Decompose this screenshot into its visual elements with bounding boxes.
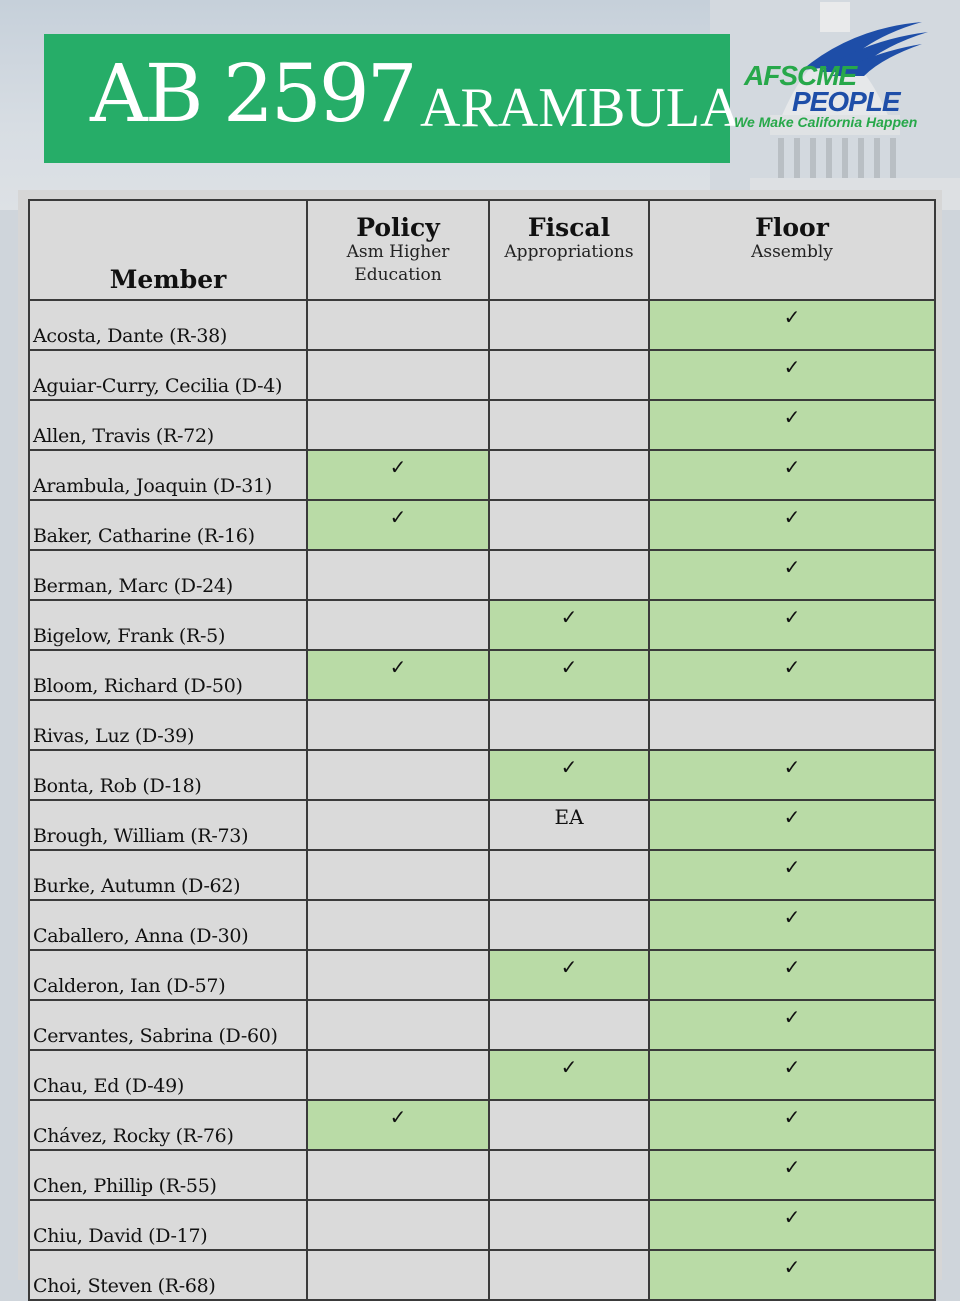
fiscal-vote-cell: [489, 1200, 649, 1250]
floor-vote-cell: ✓: [649, 1000, 935, 1050]
member-name-cell: Chau, Ed (D-49): [29, 1050, 307, 1100]
table-row: [29, 500, 935, 550]
fiscal-vote-cell: [489, 1000, 649, 1050]
policy-vote-cell: [307, 750, 489, 800]
table-row: [29, 850, 935, 900]
logo-afscme: AFSCME: [744, 60, 857, 91]
table-row: [29, 1000, 935, 1050]
table-row: [29, 1150, 935, 1200]
fiscal-vote-cell: [489, 900, 649, 950]
policy-vote-cell: [307, 700, 489, 750]
column-header-floor: Floor Assembly: [649, 200, 935, 300]
table-row: [29, 700, 935, 750]
member-name-cell: Chen, Phillip (R-55): [29, 1150, 307, 1200]
floor-vote-cell: ✓: [649, 650, 935, 700]
table-row: [29, 750, 935, 800]
fiscal-vote-cell: [489, 1250, 649, 1300]
fiscal-vote-cell: [489, 450, 649, 500]
member-name-cell: Baker, Catharine (R-16): [29, 500, 307, 550]
member-name-cell: Cervantes, Sabrina (D-60): [29, 1000, 307, 1050]
fiscal-vote-cell: ✓: [489, 950, 649, 1000]
fiscal-vote-cell: [489, 400, 649, 450]
member-name-cell: Chiu, David (D-17): [29, 1200, 307, 1250]
floor-vote-cell: ✓: [649, 600, 935, 650]
fiscal-vote-cell: ✓: [489, 650, 649, 700]
table-row: [29, 1050, 935, 1100]
fiscal-vote-cell: [489, 300, 649, 350]
floor-vote-cell: ✓: [649, 1150, 935, 1200]
logo-tagline: We Make California Happen: [734, 114, 918, 130]
member-name-cell: Bloom, Richard (D-50): [29, 650, 307, 700]
table-row: [29, 650, 935, 700]
member-name-cell: Calderon, Ian (D-57): [29, 950, 307, 1000]
floor-vote-cell: ✓: [649, 300, 935, 350]
member-name-cell: Brough, William (R-73): [29, 800, 307, 850]
fiscal-vote-cell: [489, 700, 649, 750]
member-name-cell: Allen, Travis (R-72): [29, 400, 307, 450]
fiscal-vote-cell: [489, 850, 649, 900]
member-name-cell: Choi, Steven (R-68): [29, 1250, 307, 1300]
policy-vote-cell: [307, 900, 489, 950]
policy-vote-cell: [307, 800, 489, 850]
policy-vote-cell: [307, 400, 489, 450]
fiscal-vote-cell: [489, 1150, 649, 1200]
member-name-cell: Chávez, Rocky (R-76): [29, 1100, 307, 1150]
table-row: [29, 300, 935, 350]
table-row: [29, 450, 935, 500]
fiscal-vote-cell: ✓: [489, 600, 649, 650]
fiscal-vote-cell: EA: [489, 800, 649, 850]
floor-vote-cell: ✓: [649, 950, 935, 1000]
table-row: [29, 550, 935, 600]
policy-vote-cell: [307, 1250, 489, 1300]
member-name-cell: Arambula, Joaquin (D-31): [29, 450, 307, 500]
policy-vote-cell: ✓: [307, 450, 489, 500]
policy-vote-cell: [307, 600, 489, 650]
fiscal-vote-cell: [489, 350, 649, 400]
member-name-cell: Acosta, Dante (R-38): [29, 300, 307, 350]
policy-vote-cell: [307, 550, 489, 600]
floor-vote-cell: ✓: [649, 750, 935, 800]
policy-vote-cell: [307, 1050, 489, 1100]
table-row: [29, 350, 935, 400]
policy-vote-cell: [307, 850, 489, 900]
table-row: [29, 1250, 935, 1300]
member-name-cell: Bonta, Rob (D-18): [29, 750, 307, 800]
floor-vote-cell: ✓: [649, 850, 935, 900]
fiscal-vote-cell: ✓: [489, 750, 649, 800]
title-banner: [44, 34, 741, 163]
floor-vote-cell: ✓: [649, 500, 935, 550]
table-row: [29, 1100, 935, 1150]
floor-vote-cell: ✓: [649, 1050, 935, 1100]
policy-vote-cell: [307, 1000, 489, 1050]
fiscal-vote-cell: [489, 1100, 649, 1150]
member-name-cell: Rivas, Luz (D-39): [29, 700, 307, 750]
floor-vote-cell: ✓: [649, 800, 935, 850]
policy-vote-cell: [307, 300, 489, 350]
column-header-policy: Policy Asm Higher Education: [307, 200, 489, 300]
fiscal-vote-cell: [489, 550, 649, 600]
policy-vote-cell: [307, 950, 489, 1000]
bill-number: AB 2597: [90, 47, 415, 140]
floor-vote-cell: ✓: [649, 900, 935, 950]
policy-vote-cell: ✓: [307, 1100, 489, 1150]
floor-vote-cell: ✓: [649, 450, 935, 500]
fiscal-vote-cell: ✓: [489, 1050, 649, 1100]
member-name-cell: Bigelow, Frank (R-5): [29, 600, 307, 650]
vote-record-table: [28, 199, 936, 1301]
bill-author: ARAMBULA: [420, 77, 741, 139]
policy-vote-cell: ✓: [307, 500, 489, 550]
table-row: [29, 1200, 935, 1250]
floor-vote-cell: ✓: [649, 1250, 935, 1300]
policy-vote-cell: [307, 350, 489, 400]
policy-vote-cell: ✓: [307, 650, 489, 700]
floor-vote-cell: ✓: [649, 1200, 935, 1250]
table-row: [29, 950, 935, 1000]
member-name-cell: Caballero, Anna (D-30): [29, 900, 307, 950]
member-name-cell: Berman, Marc (D-24): [29, 550, 307, 600]
logo-people: PEOPLE: [792, 86, 900, 117]
member-name-cell: Aguiar-Curry, Cecilia (D-4): [29, 350, 307, 400]
policy-vote-cell: [307, 1150, 489, 1200]
table-row: [29, 800, 935, 850]
table-row: [29, 900, 935, 950]
afscme-people-logo: [732, 18, 958, 138]
fiscal-vote-cell: [489, 500, 649, 550]
table-header-row: [29, 200, 935, 300]
column-header-member: Member: [29, 200, 307, 300]
floor-vote-cell: ✓: [649, 400, 935, 450]
floor-vote-cell: ✓: [649, 1100, 935, 1150]
floor-vote-cell: [649, 700, 935, 750]
column-header-fiscal: Fiscal Appropriations: [489, 200, 649, 300]
policy-vote-cell: [307, 1200, 489, 1250]
table-row: [29, 600, 935, 650]
member-name-cell: Burke, Autumn (D-62): [29, 850, 307, 900]
floor-vote-cell: ✓: [649, 350, 935, 400]
table-row: [29, 400, 935, 450]
floor-vote-cell: ✓: [649, 550, 935, 600]
